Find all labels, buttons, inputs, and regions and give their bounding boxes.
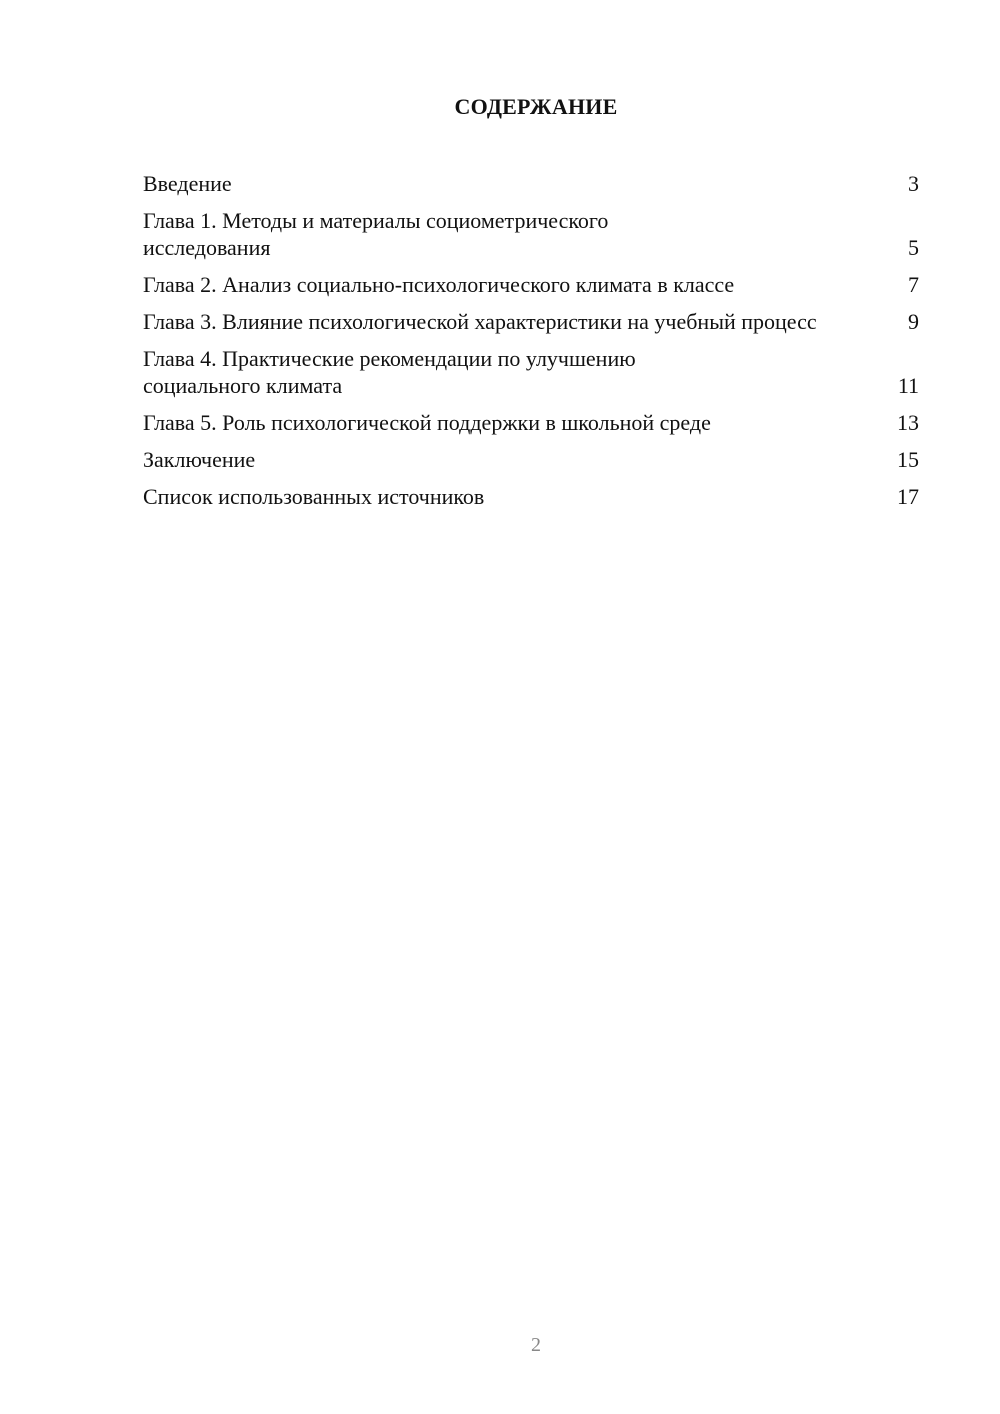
toc-entry-label: Глава 4. Практические рекомендации по улучшению социального климата <box>143 346 636 398</box>
toc-entry-chapter-2 <box>143 271 919 298</box>
table-of-contents <box>143 170 919 520</box>
toc-entry-label: Введение <box>143 171 232 196</box>
toc-entry-references <box>143 483 919 510</box>
toc-entry-chapter-3 <box>143 308 919 335</box>
toc-entry-page: 5 <box>908 235 919 260</box>
toc-entry-chapter-1 <box>143 207 919 261</box>
page-title: СОДЕРЖАНИЕ <box>454 94 618 119</box>
toc-entry-page: 9 <box>908 309 919 334</box>
toc-entry-label: Список использованных источников <box>143 484 485 509</box>
toc-entry-label: Заключение <box>143 447 256 472</box>
toc-entry-page: 7 <box>908 272 919 297</box>
toc-entry-introduction <box>143 170 919 197</box>
toc-entry-page: 11 <box>897 373 919 398</box>
page-number: 2 <box>531 1334 541 1356</box>
toc-entry-page: 3 <box>908 171 919 196</box>
toc-entry-conclusion <box>143 446 919 473</box>
toc-entry-page: 15 <box>897 447 919 472</box>
toc-entry-label: Глава 2. Анализ социально-психологического климата в классе <box>143 272 735 297</box>
toc-entry-page: 17 <box>897 484 919 509</box>
toc-entry-page: 13 <box>897 410 919 435</box>
toc-entry-label: Глава 3. Влияние психологической характеристики на учебный процесс <box>143 309 817 334</box>
toc-entry-chapter-4 <box>143 345 919 399</box>
toc-entry-label: Глава 1. Методы и материалы социометрического исследования <box>143 208 609 260</box>
toc-entry-chapter-5 <box>143 409 919 436</box>
toc-entry-label: Глава 5. Роль психологической поддержки в школьной среде <box>143 410 711 435</box>
